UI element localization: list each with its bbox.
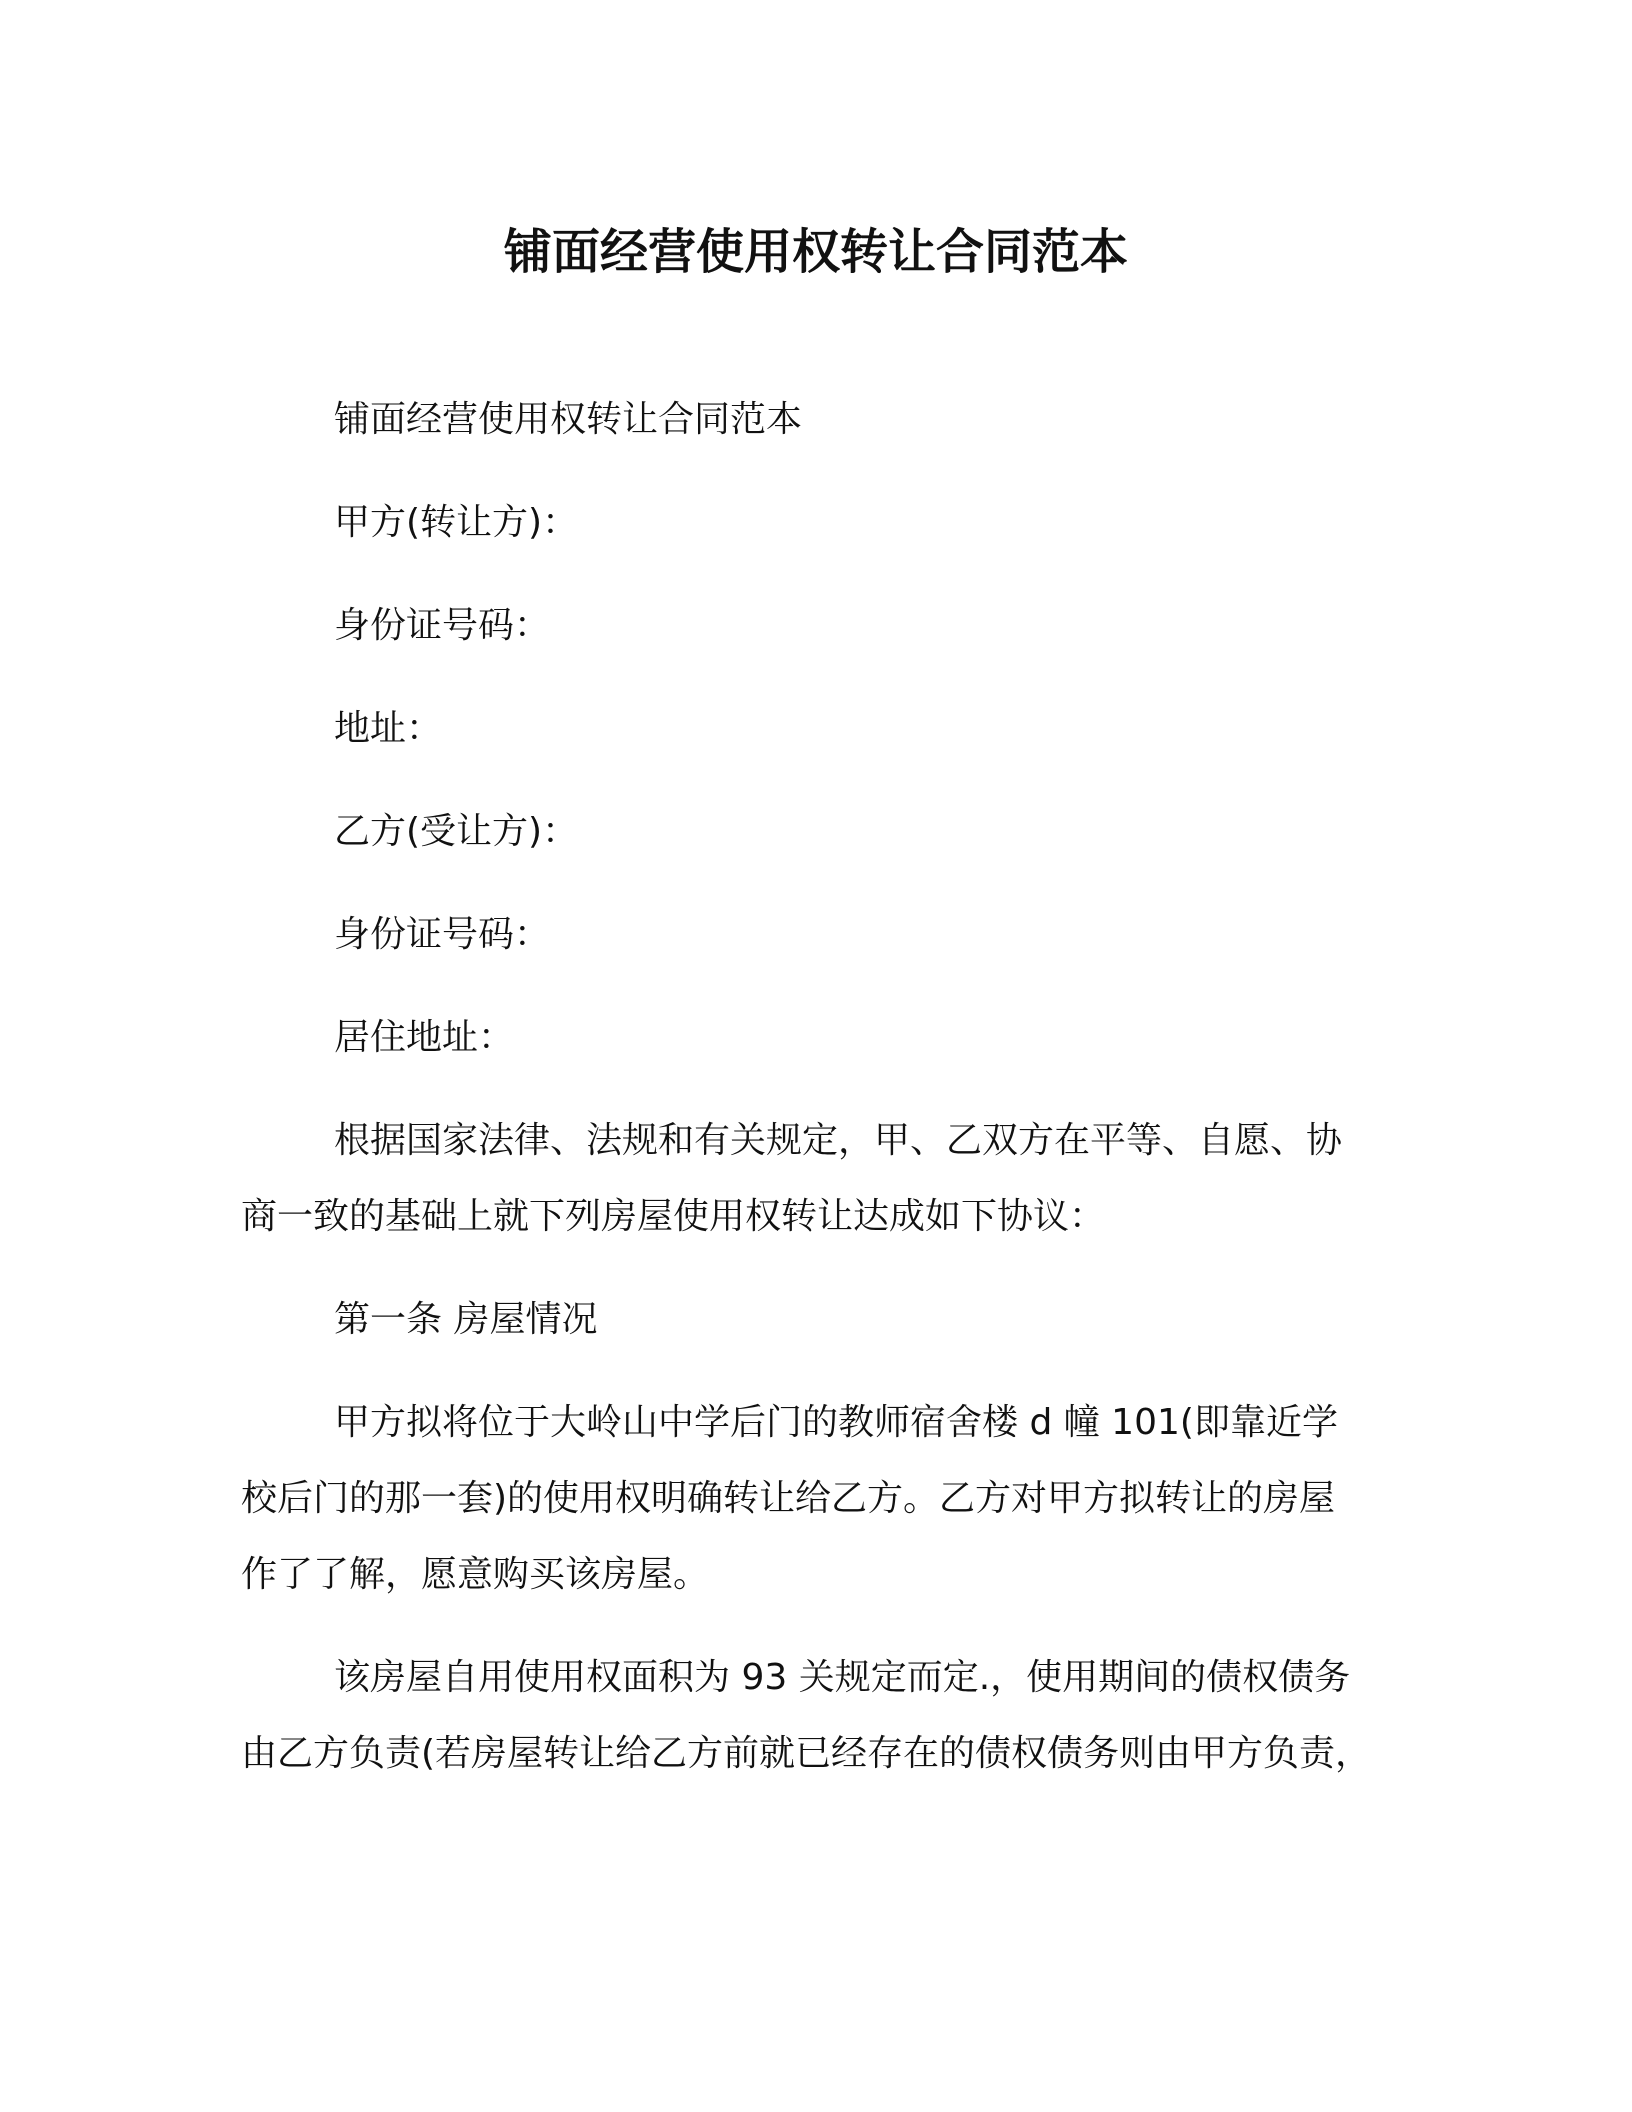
article-1-heading: 第一条 房屋情况 xyxy=(334,1299,598,1340)
article-1-p2-line-2: 由乙方负责(若房屋转让给乙方前就已经存在的债权债务则由甲方负责， xyxy=(241,1733,1372,1774)
article-1-p2-line-1: 该房屋自用使用权面积为 93 关规定而定.，使用期间的债权债务 xyxy=(334,1657,1351,1698)
subtitle: 铺面经营使用权转让合同范本 xyxy=(334,399,803,440)
party-b-label: 乙方(受让方)： xyxy=(334,811,579,852)
article-1-p1-line-2: 校后门的那一套)的使用权明确转让给乙方。乙方对甲方拟转让的房屋 xyxy=(241,1478,1336,1519)
party-b-address-label: 居住地址： xyxy=(334,1017,515,1058)
document-title: 铺面经营使用权转让合同范本 xyxy=(503,224,1128,280)
preamble-line-1: 根据国家法律、法规和有关规定，甲、乙双方在平等、自愿、协 xyxy=(334,1120,1343,1161)
article-1-p1-line-1: 甲方拟将位于大岭山中学后门的教师宿舍楼 d 幢 101(即靠近学 xyxy=(334,1402,1338,1443)
party-b-id-label: 身份证号码： xyxy=(334,914,551,955)
article-1-p1-line-3: 作了了解，愿意购买该房屋。 xyxy=(241,1554,710,1595)
party-a-label: 甲方(转让方)： xyxy=(334,502,579,543)
party-a-id-label: 身份证号码： xyxy=(334,605,551,646)
party-a-address-label: 地址： xyxy=(334,708,443,749)
preamble-line-2: 商一致的基础上就下列房屋使用权转让达成如下协议： xyxy=(241,1196,1106,1237)
